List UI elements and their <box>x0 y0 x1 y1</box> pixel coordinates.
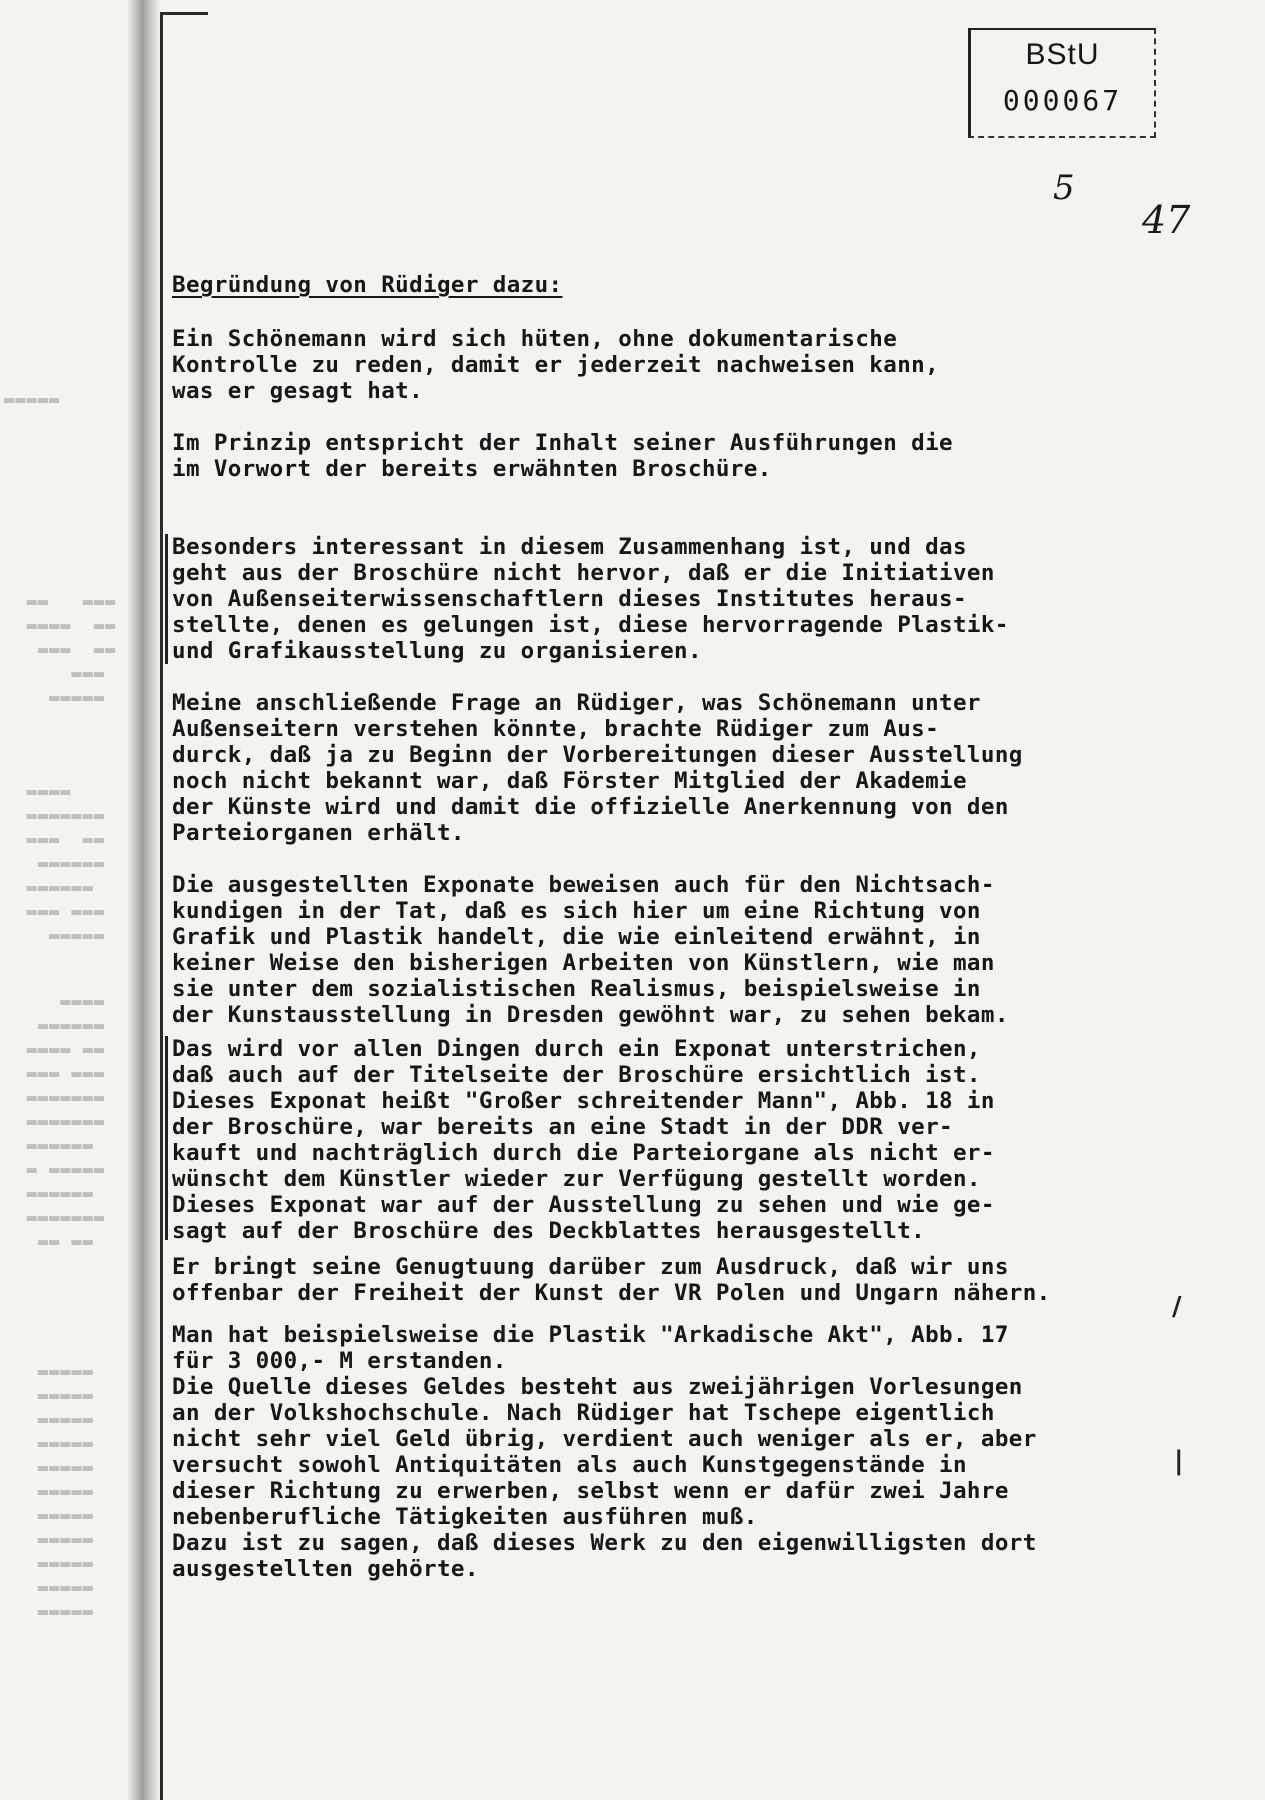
text-line: Im Prinzip entspricht der Inhalt seiner Ausführungen die <box>172 430 953 456</box>
text-line: Dieses Exponat war auf der Ausstellung zu sehen und wie ge- <box>172 1192 995 1218</box>
paragraph <box>172 690 1232 846</box>
text-line: im Vorwort der bereits erwähnten Broschüre. <box>172 456 772 482</box>
text-line: Kontrolle zu reden, damit er jederzeit nachweisen kann, <box>172 352 940 378</box>
archive-stamp <box>968 28 1156 138</box>
text-line: kundigen in der Tat, daß es sich hier um eine Richtung von <box>172 898 981 924</box>
bleed-through-fragment: ▬▬ ▬▬▬ ▬▬▬▬ ▬▬ ▬▬▬ ▬▬ ▬▬▬ ▬▬▬▬▬ <box>26 592 117 708</box>
text-line: nicht sehr viel Geld übrig, verdient auch weniger als er, aber <box>172 1426 1037 1452</box>
bleed-through-fragment: ▬▬▬▬▬ <box>4 390 61 410</box>
text-line: versucht sowohl Antiquitäten als auch Kunstgegenstände in <box>172 1452 967 1478</box>
text-line: geht aus der Broschüre nicht hervor, daß er die Initiativen <box>172 560 995 586</box>
text-line: Man hat beispielsweise die Plastik "Arkadische Akt", Abb. 17 <box>172 1322 1009 1348</box>
margin-bracket <box>165 1036 168 1240</box>
text-line: Außenseitern verstehen könnte, brachte Rüdiger zum Aus- <box>172 716 940 742</box>
text-line: stellte, denen es gelungen ist, diese hervorragende Plastik- <box>172 612 1009 638</box>
paragraph <box>172 430 1232 482</box>
text-line: der Broschüre, war bereits an eine Stadt in der DDR ver- <box>172 1114 953 1140</box>
text-line: dieser Richtung zu erwerben, selbst wenn er dafür zwei Jahre <box>172 1478 1009 1504</box>
margin-tick-mark: | <box>1174 1446 1184 1476</box>
text-line: Die Quelle dieses Geldes besteht aus zweijährigen Vorlesungen <box>172 1374 1023 1400</box>
paragraph <box>172 872 1232 1028</box>
text-line: wünscht dem Künstler wieder zur Verfügung gestellt worden. <box>172 1166 981 1192</box>
text-line: kauft und nachträglich durch die Parteiorgane als nicht er- <box>172 1140 995 1166</box>
text-line: und Grafikausstellung zu organisieren. <box>172 638 702 664</box>
text-line: Dieses Exponat heißt "Großer schreitender Mann", Abb. 18 in <box>172 1088 995 1114</box>
stamp-number: 000067 <box>1002 84 1123 117</box>
paragraph-bracketed <box>172 1036 1232 1244</box>
text-line: der Künste wird und damit die offizielle Anerkennung von den <box>172 794 1009 820</box>
top-corner-rule <box>160 12 208 15</box>
text-line: sie unter dem sozialistischen Realismus, beispielsweise in <box>172 976 981 1002</box>
handwritten-mark: 5 <box>1053 168 1075 208</box>
text-line: sagt auf der Broschüre des Deckblattes herausgestellt. <box>172 1218 926 1244</box>
text-line: was er gesagt hat. <box>172 378 424 404</box>
text-line: noch nicht bekannt war, daß Förster Mitglied der Akademie <box>172 768 967 794</box>
text-line: Er bringt seine Genugtuung darüber zum Ausdruck, daß wir uns <box>172 1254 1009 1280</box>
margin-tick-mark: / <box>1172 1292 1182 1322</box>
bleed-through-fragment: ▬▬▬▬▬ ▬▬▬▬▬ ▬▬▬▬▬ ▬▬▬▬▬ ▬▬▬▬▬ ▬▬▬▬▬ ▬▬▬▬▬ ▬▬▬▬▬ ▬▬▬▬▬ ▬▬▬▬▬ ▬▬▬▬▬ <box>37 1362 94 1622</box>
heading: Begründung von Rüdiger dazu: <box>172 272 563 298</box>
paragraph-bracketed <box>172 534 1232 664</box>
stamp-title: BStU <box>1025 38 1100 71</box>
text-line: Grafik und Plastik handelt, die wie einleitend erwähnt, in <box>172 924 981 950</box>
text-line: Parteiorganen erhält. <box>172 820 465 846</box>
paragraph <box>172 326 1232 404</box>
text-line: Dazu ist zu sagen, daß dieses Werk zu den eigenwilligsten dort <box>172 1530 1037 1556</box>
text-line: Meine anschließende Frage an Rüdiger, was Schönemann unter <box>172 690 981 716</box>
text-line: daß auch auf der Titelseite der Broschüre ersichtlich ist. <box>172 1062 981 1088</box>
text-line: Ein Schönemann wird sich hüten, ohne dokumentarische <box>172 326 898 352</box>
text-line: durck, daß ja zu Beginn der Vorbereitungen dieser Ausstellung <box>172 742 1023 768</box>
bleed-through-fragment: ▬▬▬▬ ▬▬▬▬▬▬ ▬▬▬▬ ▬▬ ▬▬▬ ▬▬▬ ▬▬▬▬▬▬▬ ▬▬▬▬▬▬▬ ▬▬▬▬▬▬ ▬ ▬▬▬▬▬ ▬▬▬▬▬▬ ▬▬▬▬▬▬▬ ▬▬ ▬▬ <box>26 992 106 1252</box>
document-body <box>172 272 1232 1608</box>
text-line: für 3 000,- M erstanden. <box>172 1348 507 1374</box>
text-line: an der Volkshochschule. Nach Rüdiger hat Tschepe eigentlich <box>172 1400 995 1426</box>
bleed-through-fragment: ▬▬▬▬ ▬▬▬▬▬▬▬ ▬▬▬ ▬▬ ▬▬▬▬▬▬ ▬▬▬▬▬▬ ▬▬▬ ▬▬▬ ▬▬▬▬▬ <box>26 782 106 946</box>
text-line: keiner Weise den bisherigen Arbeiten von Künstlern, wie man <box>172 950 995 976</box>
text-line: Besonders interessant in diesem Zusammenhang ist, und das <box>172 534 967 560</box>
text-line: nebenberufliche Tätigkeiten ausführen muß. <box>172 1504 758 1530</box>
text-line: Die ausgestellten Exponate beweisen auch für den Nichtsach- <box>172 872 995 898</box>
text-line: der Kunstausstellung in Dresden gewöhnt war, zu sehen bekam. <box>172 1002 1009 1028</box>
text-line: ausgestellten gehörte. <box>172 1556 479 1582</box>
binding-margin-line <box>160 12 163 1800</box>
handwritten-page-number: 47 <box>1142 198 1191 242</box>
text-line: von Außenseiterwissenschaftlern dieses Institutes heraus- <box>172 586 967 612</box>
margin-bracket <box>165 534 168 664</box>
text-line: Das wird vor allen Dingen durch ein Exponat unterstrichen, <box>172 1036 981 1062</box>
text-line: offenbar der Freiheit der Kunst der VR Polen und Ungarn nähern. <box>172 1280 1051 1306</box>
paragraph <box>172 1254 1232 1306</box>
